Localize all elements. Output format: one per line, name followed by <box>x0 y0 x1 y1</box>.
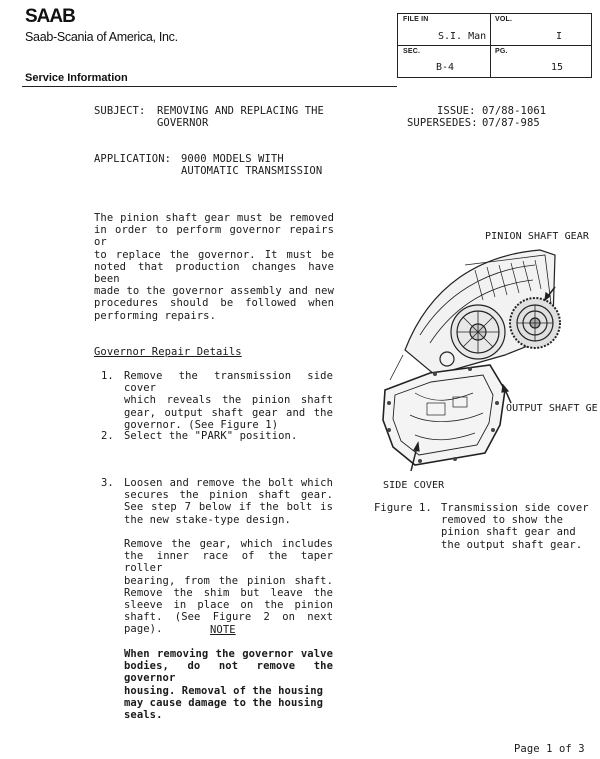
vol-label: VOL. <box>495 16 513 23</box>
intro-line: The pinion shaft gear must be removed <box>94 212 334 224</box>
figure-caption <box>441 502 589 551</box>
issue-value: 07/88-1061 <box>482 105 547 117</box>
caption-line: the output shaft gear. <box>441 538 583 551</box>
vol-value: I <box>556 31 563 42</box>
application-label: APPLICATION: <box>94 153 172 165</box>
intro-line: performing repairs. <box>94 309 217 322</box>
step-line: Loosen and remove the bolt which <box>124 477 333 489</box>
application-line2: AUTOMATIC TRANSMISSION <box>181 165 323 177</box>
application-line1: 9000 MODELS WITH <box>181 153 284 165</box>
transmission-illustration <box>375 225 600 495</box>
intro-line: procedures should be followed when <box>94 297 334 310</box>
step-line: the new stake-type design. <box>124 513 291 526</box>
page-number: Page 1 of 3 <box>514 743 585 755</box>
intro-line: made to the governor assembly and new <box>94 285 334 298</box>
sec-value: B-4 <box>436 62 455 73</box>
filebox-hdivider <box>398 45 591 46</box>
step-line: Remove the shim but leave the <box>124 586 333 599</box>
subject-line1: REMOVING AND REPLACING THE <box>157 105 324 117</box>
subject-label: SUBJECT: <box>94 105 146 117</box>
caption-line: Transmission side cover <box>441 502 589 514</box>
label-output-shaft-gear: OUTPUT SHAFT GE <box>506 403 598 414</box>
supersedes-value: 07/87-985 <box>482 117 540 129</box>
saab-logo: SAAB <box>25 6 75 27</box>
section-heading: Governor Repair Details <box>94 346 242 358</box>
intro-line: noted that production changes have been <box>94 260 334 286</box>
step-line: governor. (See Figure 1) <box>124 418 279 431</box>
intro-line: in order to perform governor repairs or <box>94 224 334 249</box>
figure-caption-label: Figure 1. <box>374 502 432 514</box>
company-name: Saab-Scania of America, Inc. <box>25 30 178 44</box>
caption-line: removed to show the <box>441 514 564 527</box>
note-line: bodies, do not remove the governor <box>124 660 333 685</box>
step-1-text <box>124 370 333 431</box>
step-line: the inner race of the taper roller <box>124 550 333 575</box>
step-number: 3. <box>101 477 114 489</box>
pg-value: 15 <box>551 62 564 73</box>
step-line: page). <box>124 623 163 636</box>
pg-label: PG. <box>495 48 508 55</box>
step-line: Remove the transmission side cover <box>124 370 333 395</box>
step-3-text <box>124 477 333 526</box>
step-number: 1. <box>101 370 114 382</box>
section-title: Service Information <box>25 72 128 84</box>
file-in-value: S.I. Man <box>438 31 487 42</box>
note-text <box>124 648 333 721</box>
note-line: seals. <box>124 709 163 722</box>
supersedes-label: SUPERSEDES: <box>407 117 478 129</box>
label-pinion-shaft-gear: PINION SHAFT GEAR <box>485 231 590 242</box>
subject-line2: GOVERNOR <box>157 117 209 129</box>
issue-label: ISSUE: <box>437 105 476 117</box>
file-box <box>397 13 592 78</box>
step-line: bearing, from the pinion shaft. <box>124 574 333 587</box>
step-line: which reveals the pinion shaft <box>124 394 333 407</box>
note-line: may cause damage to the housing <box>124 696 324 709</box>
step-number: 2. <box>101 430 114 442</box>
step-2-text: Select the "PARK" position. <box>124 430 298 442</box>
step-line: Remove the gear, which includes <box>124 538 333 550</box>
header-rule <box>22 86 397 87</box>
note-line: When removing the governor valve <box>124 648 333 660</box>
intro-line: to replace the governor. It must be <box>94 248 334 261</box>
label-side-cover: SIDE COVER <box>383 480 445 491</box>
sec-label: SEC. <box>403 48 421 55</box>
step-line: sleeve in place on the pinion <box>124 599 333 612</box>
file-in-label: FILE IN <box>403 16 429 23</box>
step-line: shaft. (See Figure 2 on next <box>124 611 333 624</box>
step-line: gear, output shaft gear and the <box>124 406 333 419</box>
note-label: NOTE <box>210 624 236 636</box>
step-line: secures the pinion shaft gear. <box>124 489 333 502</box>
intro-paragraph <box>94 212 334 322</box>
step-line: See step 7 below if the bolt is <box>124 501 333 514</box>
note-line: housing. Removal of the housing <box>124 684 324 697</box>
step-3-paragraph-2 <box>124 538 333 636</box>
caption-line: pinion shaft gear and <box>441 526 576 539</box>
